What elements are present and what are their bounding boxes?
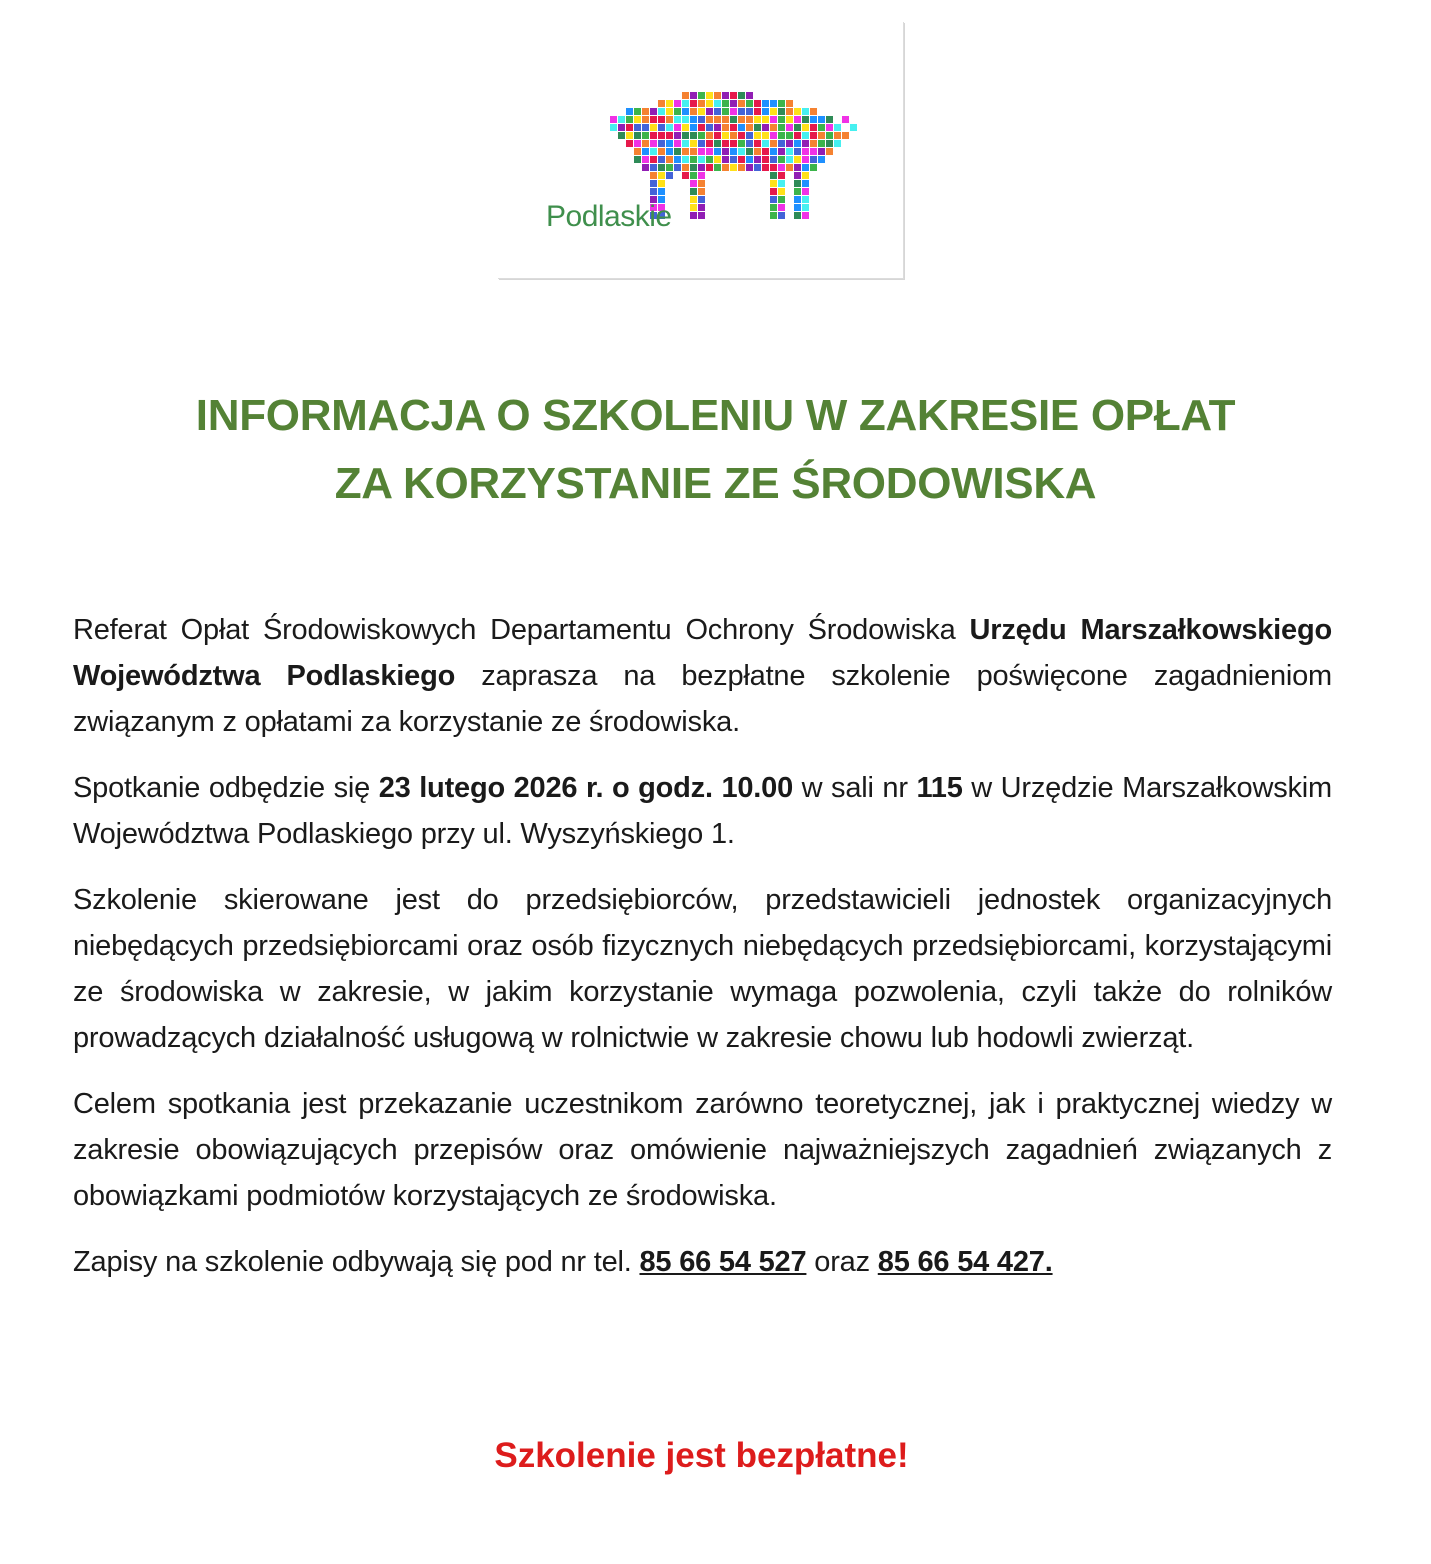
bison-pixel — [690, 156, 697, 163]
bison-pixel — [794, 188, 801, 195]
bison-pixel — [762, 124, 769, 131]
bison-pixel — [698, 156, 705, 163]
bison-pixel — [818, 148, 825, 155]
bison-pixel — [850, 124, 857, 131]
bison-pixel — [714, 92, 721, 99]
bison-pixel — [690, 100, 697, 107]
bison-pixel — [810, 108, 817, 115]
bison-pixel — [682, 140, 689, 147]
bison-pixel — [634, 148, 641, 155]
bison-pixel — [658, 180, 665, 187]
bison-pixel — [770, 188, 777, 195]
bison-pixel — [690, 164, 697, 171]
bison-pixel — [802, 156, 809, 163]
bison-pixel — [674, 124, 681, 131]
bison-pixel — [762, 164, 769, 171]
bison-pixel — [786, 116, 793, 123]
bison-pixel — [818, 124, 825, 131]
bison-pixel — [666, 124, 673, 131]
bison-pixel — [674, 100, 681, 107]
bison-pixel — [810, 140, 817, 147]
bison-pixel — [802, 212, 809, 219]
bison-pixel — [722, 132, 729, 139]
bison-pixel — [826, 140, 833, 147]
bison-pixel — [658, 156, 665, 163]
bison-pixel — [690, 172, 697, 179]
bison-pixel — [690, 140, 697, 147]
bison-pixel — [722, 116, 729, 123]
bison-pixel — [626, 132, 633, 139]
bison-pixel — [714, 156, 721, 163]
bison-pixel — [650, 156, 657, 163]
bison-pixel — [738, 156, 745, 163]
bison-pixel — [682, 116, 689, 123]
bison-pixel — [626, 116, 633, 123]
bison-pixel — [626, 124, 633, 131]
bison-pixel — [770, 172, 777, 179]
bison-pixel — [810, 132, 817, 139]
bison-pixel — [770, 132, 777, 139]
bison-pixel — [642, 164, 649, 171]
bison-pixel — [754, 132, 761, 139]
bison-pixel — [834, 124, 841, 131]
bison-pixel — [650, 188, 657, 195]
bison-pixel — [698, 148, 705, 155]
bison-pixel — [762, 140, 769, 147]
bison-pixel — [794, 164, 801, 171]
bison-pixel — [754, 116, 761, 123]
bison-pixel — [778, 148, 785, 155]
bison-pixel — [714, 108, 721, 115]
bison-pixel — [802, 116, 809, 123]
bison-pixel — [770, 108, 777, 115]
bison-pixel — [762, 100, 769, 107]
bison-pixel — [706, 156, 713, 163]
bison-pixel — [778, 132, 785, 139]
bison-pixel — [698, 108, 705, 115]
bison-pixel — [778, 180, 785, 187]
bison-pixel — [722, 124, 729, 131]
free-training-note: Szkolenie jest bezpłatne! — [494, 1436, 909, 1475]
bison-pixel — [778, 124, 785, 131]
bison-pixel — [690, 92, 697, 99]
bison-pixel — [730, 100, 737, 107]
bison-pixel — [666, 100, 673, 107]
bison-pixel — [802, 124, 809, 131]
bison-pixel — [690, 196, 697, 203]
bison-pixel — [714, 140, 721, 147]
bison-pixel — [682, 148, 689, 155]
bison-pixel — [658, 108, 665, 115]
bison-pixel — [730, 92, 737, 99]
bison-pixel — [802, 188, 809, 195]
bison-pixel — [698, 124, 705, 131]
bison-pixel — [682, 124, 689, 131]
paragraph-audience: Szkolenie skierowane jest do przedsiębiorców, przedstawicieli jednostek organizacyjnych niebędących przedsiębiorcami oraz osób fizycznych niebędących przedsiębiorcami, korzystającymi ze środowiska w zakresie, w jakim korzystanie wymaga pozwolenia, czyli także do rolników prowadzących działalność usługową w rolnictwie w zakresie chowu lub hodowli zwierząt. — [73, 884, 1332, 1054]
bison-pixel — [786, 124, 793, 131]
bison-pixel — [666, 116, 673, 123]
bison-pixel — [754, 164, 761, 171]
bison-pixel — [754, 148, 761, 155]
bison-pixel — [658, 140, 665, 147]
bison-pixel — [690, 124, 697, 131]
bison-pixel — [794, 124, 801, 131]
bison-pixel — [674, 164, 681, 171]
bison-pixel — [706, 92, 713, 99]
bison-pixel — [698, 116, 705, 123]
bison-pixel — [810, 156, 817, 163]
bison-pixel — [690, 116, 697, 123]
bison-pixel — [634, 140, 641, 147]
bison-pixel — [666, 172, 673, 179]
bison-pixel — [650, 148, 657, 155]
bison-pixel — [650, 172, 657, 179]
bison-pixel — [778, 108, 785, 115]
bison-pixel — [642, 156, 649, 163]
bison-pixel — [650, 140, 657, 147]
bison-pixel — [690, 180, 697, 187]
bison-pixel — [682, 156, 689, 163]
bison-pixel — [842, 132, 849, 139]
bison-pixel — [730, 116, 737, 123]
bison-pixel — [706, 116, 713, 123]
bison-pixel — [722, 164, 729, 171]
bison-pixel — [674, 116, 681, 123]
bison-pixel — [722, 108, 729, 115]
bison-pixel — [794, 204, 801, 211]
bison-pixel — [650, 116, 657, 123]
bison-pixel — [690, 148, 697, 155]
bison-pixel — [650, 132, 657, 139]
bison-pixel — [770, 204, 777, 211]
bison-pixel — [634, 124, 641, 131]
bison-pixel — [730, 124, 737, 131]
bison-pixel — [778, 164, 785, 171]
bison-pixel — [658, 132, 665, 139]
bison-pixel — [682, 132, 689, 139]
phone-link-1[interactable]: 85 66 54 527 — [639, 1246, 807, 1278]
bison-pixel — [706, 140, 713, 147]
bison-pixel — [690, 108, 697, 115]
bison-pixel — [738, 140, 745, 147]
bison-pixel — [674, 148, 681, 155]
bison-pixel — [770, 148, 777, 155]
bison-pixel — [706, 132, 713, 139]
bison-pixel — [762, 148, 769, 155]
bison-pixel — [674, 132, 681, 139]
bison-pixel — [738, 92, 745, 99]
bison-pixel — [706, 164, 713, 171]
title-line-2: ZA KORZYSTANIE ZE ŚRODOWISKA — [334, 459, 1097, 508]
bison-pixel — [770, 212, 777, 219]
bison-pixel — [610, 124, 617, 131]
bison-pixel — [722, 140, 729, 147]
bison-pixel — [650, 180, 657, 187]
bison-pixel — [642, 148, 649, 155]
bison-pixel — [786, 108, 793, 115]
title-line-1: INFORMACJA O SZKOLENIU W ZAKRESIE OPŁAT — [195, 391, 1236, 440]
bison-pixel — [794, 148, 801, 155]
bison-pixel — [666, 164, 673, 171]
bison-pixel — [778, 204, 785, 211]
bison-pixel — [722, 156, 729, 163]
bison-pixel — [642, 132, 649, 139]
bison-pixel — [794, 116, 801, 123]
bison-pixel — [794, 212, 801, 219]
bison-pixel — [802, 204, 809, 211]
bison-pixel — [666, 108, 673, 115]
bison-pixel — [714, 116, 721, 123]
bison-pixel — [810, 148, 817, 155]
bison-pixel — [738, 132, 745, 139]
bison-pixel — [722, 92, 729, 99]
bison-pixel — [778, 172, 785, 179]
bison-pixel — [818, 132, 825, 139]
bison-pixel — [730, 140, 737, 147]
bison-pixel — [714, 164, 721, 171]
bison-pixel — [778, 100, 785, 107]
bison-pixel — [754, 156, 761, 163]
bison-pixel — [786, 164, 793, 171]
bison-pixel — [658, 116, 665, 123]
bison-pixel — [746, 108, 753, 115]
bison-pixel — [722, 148, 729, 155]
bison-pixel — [754, 124, 761, 131]
bison-pixel — [754, 140, 761, 147]
bison-pixel — [626, 140, 633, 147]
bison-pixel — [786, 156, 793, 163]
bison-pixel — [770, 180, 777, 187]
bison-pixel — [818, 116, 825, 123]
bison-pixel — [698, 204, 705, 211]
paragraph-meeting: Spotkanie odbędzie się 23 lutego 2026 r. o godz. 10.00 w sali nr 115 w Urzędzie Marszałkowskim Województwa Podlaskiego przy ul. Wyszyńskiego 1. — [73, 772, 1332, 850]
organization-name: Urzędu Marszałkowskiego Województwa Podlaskiego — [73, 614, 1332, 692]
bison-pixel — [746, 156, 753, 163]
bison-pixel — [690, 204, 697, 211]
bison-pixel — [834, 132, 841, 139]
bison-pixel — [698, 132, 705, 139]
bison-pixel — [642, 140, 649, 147]
bison-pixel — [746, 100, 753, 107]
bison-pixel — [618, 124, 625, 131]
bison-pixel — [666, 140, 673, 147]
logo-card — [498, 22, 904, 279]
bison-pixel — [658, 172, 665, 179]
bison-pixel — [794, 140, 801, 147]
bison-pixel — [826, 132, 833, 139]
room-number: 115 — [916, 772, 963, 804]
bison-pixel — [682, 164, 689, 171]
bison-pixel — [682, 108, 689, 115]
bison-pixel — [770, 124, 777, 131]
bison-pixel — [738, 164, 745, 171]
bison-pixel — [746, 132, 753, 139]
bison-pixel — [738, 148, 745, 155]
paragraph-registration: Zapisy na szkolenie odbywają się pod nr tel. 85 66 54 527 oraz 85 66 54 427. — [73, 1246, 1053, 1278]
bison-pixel — [634, 156, 641, 163]
bison-pixel — [626, 108, 633, 115]
bison-pixel — [746, 116, 753, 123]
bison-pixel — [738, 100, 745, 107]
bison-pixel — [642, 124, 649, 131]
bison-pixel — [778, 140, 785, 147]
bison-pixel — [842, 116, 849, 123]
bison-pixel — [634, 116, 641, 123]
bison-pixel — [642, 116, 649, 123]
bison-pixel — [690, 212, 697, 219]
bison-pixel — [794, 132, 801, 139]
bison-pixel — [778, 196, 785, 203]
bison-pixel — [778, 212, 785, 219]
bison-pixel — [730, 164, 737, 171]
bison-pixel — [770, 140, 777, 147]
bison-pixel — [730, 132, 737, 139]
bison-pixel — [658, 188, 665, 195]
bison-pixel — [634, 108, 641, 115]
bison-pixel — [690, 188, 697, 195]
bison-pixel — [650, 108, 657, 115]
bison-pixel — [826, 116, 833, 123]
bison-pixel — [802, 148, 809, 155]
bison-pixel — [730, 108, 737, 115]
bison-pixel — [794, 180, 801, 187]
bison-pixel — [802, 196, 809, 203]
bison-pixel — [698, 196, 705, 203]
bison-pixel — [658, 100, 665, 107]
bison-pixel — [818, 140, 825, 147]
paragraph-goal: Celem spotkania jest przekazanie uczestnikom zarówno teoretycznej, jak i praktycznej wiedzy w zakresie obowiązujących przepisów oraz omówienie najważniejszych zagadnień związanych z obowiązkami podmiotów korzystających ze środowiska. — [73, 1088, 1332, 1212]
bison-pixel — [666, 156, 673, 163]
bison-pixel — [714, 100, 721, 107]
bison-pixel — [690, 132, 697, 139]
bison-pixel — [770, 100, 777, 107]
bison-pixel — [762, 156, 769, 163]
bison-pixel — [666, 148, 673, 155]
bison-pixel — [826, 148, 833, 155]
bison-pixel — [698, 180, 705, 187]
bison-pixel — [746, 92, 753, 99]
bison-pixel — [682, 92, 689, 99]
bison-pixel — [738, 116, 745, 123]
bison-pixel — [698, 164, 705, 171]
bison-pixel — [762, 108, 769, 115]
bison-pixel — [610, 116, 617, 123]
bison-pixel — [698, 212, 705, 219]
bison-pixel — [754, 100, 761, 107]
bison-pixel — [706, 108, 713, 115]
bison-pixel — [746, 148, 753, 155]
bison-pixel — [682, 172, 689, 179]
bison-pixel — [746, 164, 753, 171]
bison-pixel — [802, 180, 809, 187]
bison-pixel — [786, 140, 793, 147]
bison-pixel — [706, 124, 713, 131]
bison-pixel — [778, 156, 785, 163]
bison-pixel — [722, 100, 729, 107]
bison-pixel — [642, 108, 649, 115]
bison-pixel — [794, 156, 801, 163]
phone-link-2[interactable]: 85 66 54 427. — [877, 1246, 1053, 1278]
bison-pixel — [650, 164, 657, 171]
bison-pixel — [778, 188, 785, 195]
bison-pixel — [706, 100, 713, 107]
bison-pixel — [826, 124, 833, 131]
bison-pixel — [794, 196, 801, 203]
paragraph-intro: Referat Opłat Środowiskowych Departamentu Ochrony Środowiska Urzędu Marszałkowskiego Województwa Podlaskiego zaprasza na bezpłatne szkolenie poświęcone zagadnieniom związanym z opłatami za korzystanie ze środowiska. — [73, 614, 1332, 738]
bison-pixel — [714, 124, 721, 131]
bison-pixel — [706, 148, 713, 155]
bison-pixel — [746, 140, 753, 147]
bison-pixel — [730, 156, 737, 163]
bison-pixel — [818, 156, 825, 163]
bison-pixel — [802, 132, 809, 139]
bison-pixel — [810, 116, 817, 123]
bison-pixel — [770, 116, 777, 123]
meeting-date: 23 lutego 2026 r. o godz. 10.00 — [378, 772, 794, 804]
bison-pixel — [762, 132, 769, 139]
bison-pixel — [738, 124, 745, 131]
bison-pixel — [698, 172, 705, 179]
bison-pixel — [738, 108, 745, 115]
bison-pixel — [810, 124, 817, 131]
bison-pixel — [834, 140, 841, 147]
body-text — [73, 607, 1332, 1305]
bison-pixel — [794, 172, 801, 179]
bison-pixel — [714, 132, 721, 139]
bison-pixel — [698, 140, 705, 147]
bison-pixel — [618, 132, 625, 139]
bison-pixel — [754, 108, 761, 115]
bison-pixel — [778, 116, 785, 123]
bison-pixel — [650, 124, 657, 131]
bison-pixel — [658, 124, 665, 131]
bison-pixel — [802, 164, 809, 171]
bison-pixel — [730, 148, 737, 155]
bison-pixel — [746, 124, 753, 131]
bison-pixel — [674, 108, 681, 115]
bison-pixel — [682, 100, 689, 107]
bison-pixel — [698, 188, 705, 195]
bison-pixel — [770, 196, 777, 203]
bison-pixel — [666, 132, 673, 139]
bison-pixel — [770, 156, 777, 163]
bison-pixel — [674, 156, 681, 163]
bison-pixel — [618, 116, 625, 123]
bison-pixel — [634, 132, 641, 139]
bison-pixel — [802, 140, 809, 147]
bison-pixel — [802, 172, 809, 179]
bison-pixel — [802, 108, 809, 115]
bison-pixel — [698, 92, 705, 99]
bison-pixel — [810, 164, 817, 171]
bison-pixel — [674, 140, 681, 147]
bison-pixel — [762, 116, 769, 123]
bison-pixel — [786, 132, 793, 139]
page-title — [0, 382, 1431, 518]
bison-pixel — [658, 164, 665, 171]
bison-pixel — [698, 100, 705, 107]
bison-pixel — [786, 148, 793, 155]
bison-pixel — [794, 108, 801, 115]
bison-pixel — [786, 100, 793, 107]
bison-pixel — [658, 148, 665, 155]
bison-pixel — [714, 148, 721, 155]
bison-pixel — [770, 164, 777, 171]
logo-text: Podlaskie — [546, 200, 672, 233]
